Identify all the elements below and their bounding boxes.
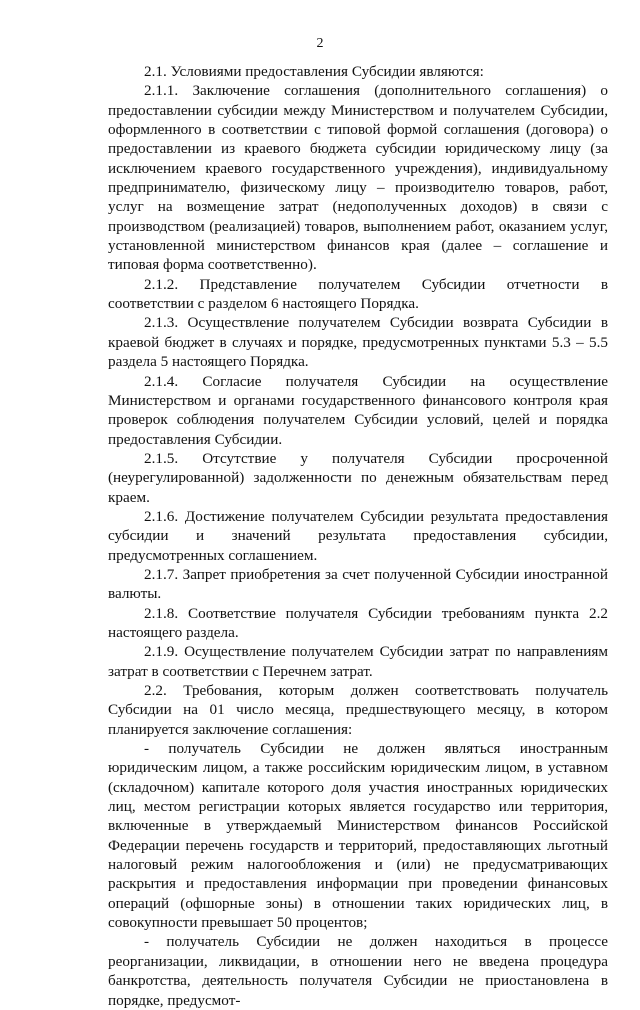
paragraph-2-1-5: 2.1.5. Отсутствие у получателя Субсидии просроченной (неурегулированной) задолженности по денежным обязательствам перед краем. — [108, 449, 608, 506]
paragraph-2-1-7: 2.1.7. Запрет приобретения за счет полученной Субсидии иностранной валюты. — [108, 565, 608, 603]
paragraph-2-1-4: 2.1.4. Согласие получателя Субсидии на осуществление Министерством и органами государственного финансового контроля края проверок соблюдения получателем Субсидии условий, целей и порядка предоставления Субсидии. — [108, 372, 608, 448]
document-body — [108, 62, 608, 1010]
page-number: 2 — [316, 36, 324, 51]
paragraph-2-1-1: 2.1.1. Заключение соглашения (дополнительного соглашения) о предоставлении субсидии между Министерством и получателем Субсидии, оформленного в соответствии с типовой формой соглашения (договора) о предоставлении из краевого бюджета субсидии юридическому лицу (за исключением краевого государственного учреждения), индивидуальному предпринимателю, физическому лицу – производителю товаров, работ, услуг на возмещение затрат (недополученных доходов) в связи с производством (реализацией) товаров, выполнением работ, оказанием услуг, установленной министерством финансов края (далее – соглашение и типовая форма соответственно). — [108, 82, 608, 274]
paragraph-2-2: 2.2. Требования, которым должен соответствовать получатель Субсидии на 01 число месяца, предшествующего месяцу, в котором планируется заключение соглашения: — [108, 682, 608, 738]
paragraph-2-1: 2.1. Условиями предоставления Субсидии являются: — [144, 63, 484, 80]
requirement-item: - получатель Субсидии не должен являться иностранным юридическим лицом, а также российским юридическим лицом, в уставном (складочном) капитале которого доля участия иностранных юридических лиц, местом регистрации которых является государство или территория, включенные в утверждаемый Министерством финансов Российской Федерации перечень государств и территорий, предоставляющих льготный налоговый режим налогообложения и (или) не предусматривающих раскрытия и предоставления информации при проведении финансовых операций (офшорные зоны) в отношении таких юридических лиц, в совокупности превышает 50 процентов; — [108, 740, 608, 932]
paragraph-2-1-3: 2.1.3. Осуществление получателем Субсидии возврата Субсидии в краевой бюджет в случаях и порядке, предусмотренных пунктами 5.3 – 5.5 раздела 5 настоящего Порядка. — [108, 314, 608, 371]
paragraph-2-1-2: 2.1.2. Представление получателем Субсидии отчетности в соответствии с разделом 6 настоящего Порядка. — [108, 275, 608, 313]
paragraph-2-1-8: 2.1.8. Соответствие получателя Субсидии требованиям пункта 2.2 настоящего раздела. — [108, 604, 608, 641]
paragraph-2-1-9: 2.1.9. Осуществление получателем Субсидии затрат по направлениям затрат в соответствии с Перечнем затрат. — [108, 643, 608, 680]
paragraph-2-1-6: 2.1.6. Достижение получателем Субсидии результата предоставления субсидии и значений результата предоставления субсидии, предусмотренных соглашением. — [108, 507, 608, 564]
requirement-item: - получатель Субсидии не должен находиться в процессе реорганизации, ликвидации, в отношении него не введена процедура банкротства, деятельность получателя Субсидии не приостановлена в порядке, предусмот- — [108, 933, 608, 1009]
